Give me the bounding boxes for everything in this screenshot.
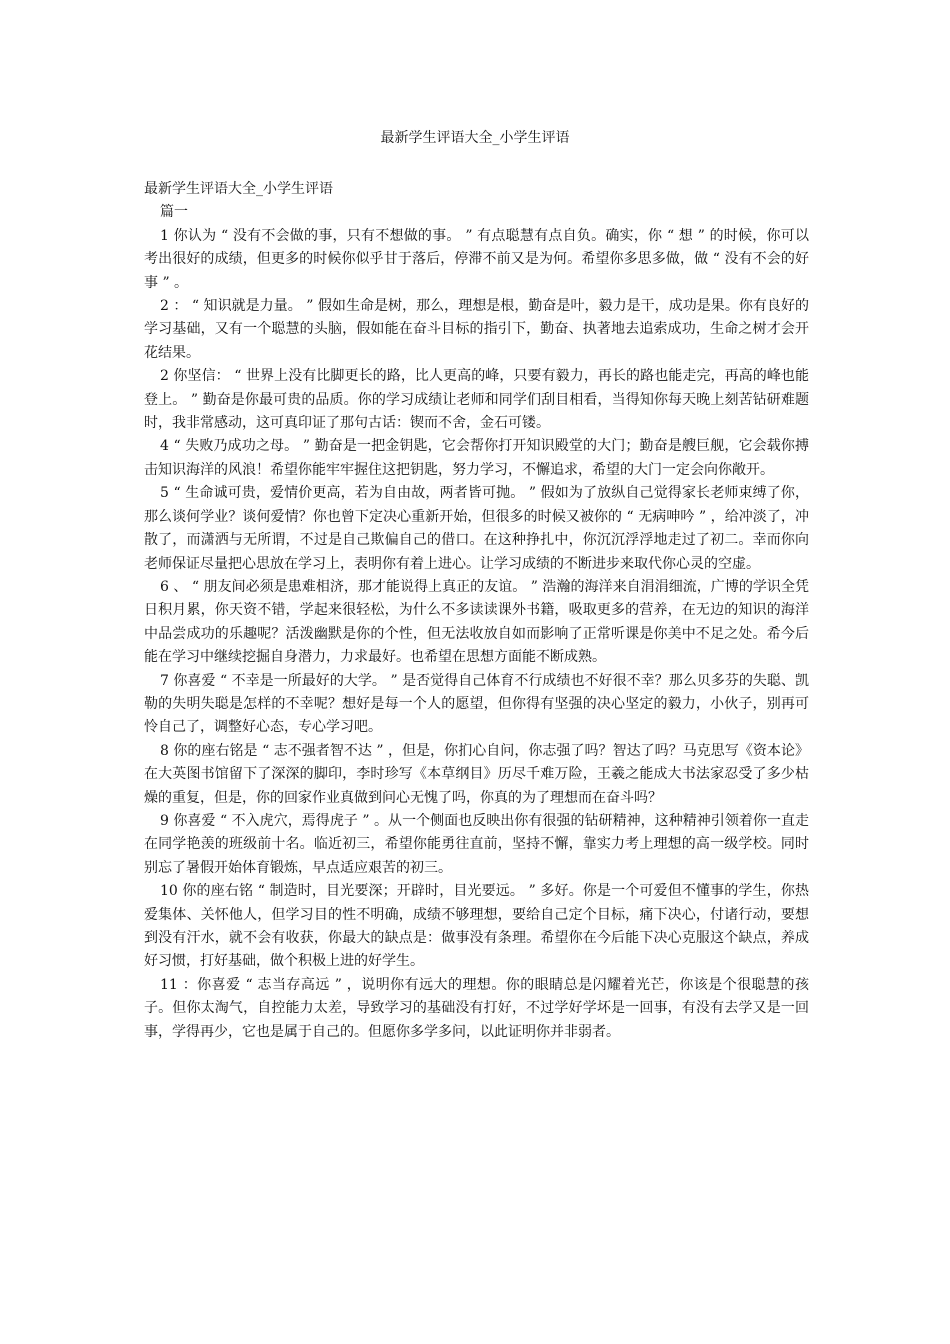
paragraph-9: 9 你喜爱 “ 不入虎穴，焉得虎子 ” 。从一个侧面也反映出你有很强的钻研精神，这种精神引领着你一直走在同学艳羡的班级前十名。临近初三，希望你能勇往直前，坚持不懈，靠实力考上理想的高一级学校。同时别忘了暑假开始体育锻炼，早点适应艰苦的初三。: [144, 812, 809, 876]
paragraph-7: 7 你喜爱 “ 不幸是一所最好的大学。 ” 是否觉得自己体育不行成绩也不好很不幸？那么贝多芬的失聪、凯勒的失明失聪是怎样的不幸呢？想好是每一个人的愿望，但你得有坚强的决心坚定的毅力，小伙子，别再可怜自己了，调整好心态，专心学习吧。: [144, 672, 809, 736]
paragraph-5: 5 “ 生命诚可贵，爱情价更高，若为自由故，两者皆可抛。 ” 假如为了放纵自己觉得家长老师束缚了你，那么谈何学业？谈何爱情？你也曾下定决心重新开始，但很多的时候又被你的 “ 无病呻吟 ” ，给冲淡了，冲散了，而潇洒与无所谓，不过是自己欺偏自己的借口。在这种挣扎中，你沉沉浮浮地走过了初二。幸而你向老师保证尽量把心思放在学习上，表明你有着上进心。让学习成绩的不断进步来取代你心灵的空虚。: [144, 485, 809, 572]
paragraph-10: 10 你的座右铭 “ 制造时，目光要深；开辟时，目光要远。 ” 多好。你是一个可爱但不懂事的学生，你热爱集体、关怀他人，但学习目的性不明确，成绩不够理想，要给自己定个目标，痛下决心，付诸行动，要想到没有汗水，就不会有收获，你最大的缺点是：做事没有条理。希望你在今后能下决心克服这个缺点，养成好习惯，打好基础，做个积极上进的好学生。: [144, 883, 809, 970]
document-body: [144, 178, 809, 1044]
paragraph-4: 4 “ 失败乃成功之母。 ” 勤奋是一把金钥匙，它会帮你打开知识殿堂的大门；勤奋是艘巨舰，它会载你搏击知识海洋的风浪！希望你能牢牢握住这把钥匙，努力学习，不懈追求，希望的大门一定会向你敞开。: [144, 438, 809, 478]
paragraph-8: 8 你的座右铭是 “ 志不强者智不达 ” ，但是，你扪心自问，你志强了吗？智达了吗？马克思写《资本论》在大英图书馆留下了深深的脚印，李时珍写《本草纲目》历尽千难万险，王羲之能成大书法家忍受了多少枯燥的重复，但是，你的回家作业真做到问心无愧了吗，你真的为了理想而在奋斗吗？: [144, 742, 809, 806]
page-title: 最新学生评语大全_小学生评语: [380, 130, 570, 146]
paragraph-3: 2 你坚信： “ 世界上没有比脚更长的路，比人更高的峰，只要有毅力，再长的路也能走完，再高的峰也能登上。 ” 勤奋是你最可贵的品质。你的学习成绩让老师和同学们刮目相看，当得知你每天晚上刻苦钻研难题时，我非常感动，这可真印证了那句古话：锲而不舍，金石可镂。: [144, 368, 809, 432]
paragraph-6: 6 、 “ 朋友间必须是患难相济，那才能说得上真正的友谊。 ” 浩瀚的海洋来自涓涓细流，广博的学识全凭日积月累，你天资不错，学起来很轻松，为什么不多读读课外书籍，吸取更多的营养，在无边的知识的海洋中品尝成功的乐趣呢？活泼幽默是你的个性，但无法收放自如而影响了正常听课是你美中不足之处。希今后能在学习中继续挖掘自身潜力，力求最好。也希望在思想方面能不断成熟。: [144, 578, 809, 666]
paragraph-2: 2 ： “ 知识就是力量。 ” 假如生命是树，那么，理想是根，勤奋是叶，毅力是干，成功是果。你有良好的学习基础，又有一个聪慧的头脑，假如能在奋斗目标的指引下，勤奋、执著地去追索成功，生命之树才会开花结果。: [144, 298, 809, 361]
paragraph-11: 11 ：你喜爱 “ 志当存高远 ” ，说明你有远大的理想。你的眼睛总是闪耀着光芒，你该是个很聪慧的孩子。但你太淘气，自控能力太差，导致学习的基础没有打好，不过学好学坏是一回事，有没有去学又是一回事，学得再少，它也是属于自己的。但愿你多学多问，以此证明你并非弱者。: [144, 976, 809, 1040]
section-label: 篇一: [160, 204, 188, 221]
document-heading: 最新学生评语大全_小学生评语: [144, 181, 333, 197]
paragraph-1: 1 你认为 “ 没有不会做的事，只有不想做的事。 ” 有点聪慧有点自负。确实，你 “ 想 ” 的时候，你可以考出很好的成绩，但更多的时候你似乎甘于落后，停滞不前又是为何。希望你多思多做，做 “ 没有不会的好事 ” 。: [144, 227, 809, 291]
